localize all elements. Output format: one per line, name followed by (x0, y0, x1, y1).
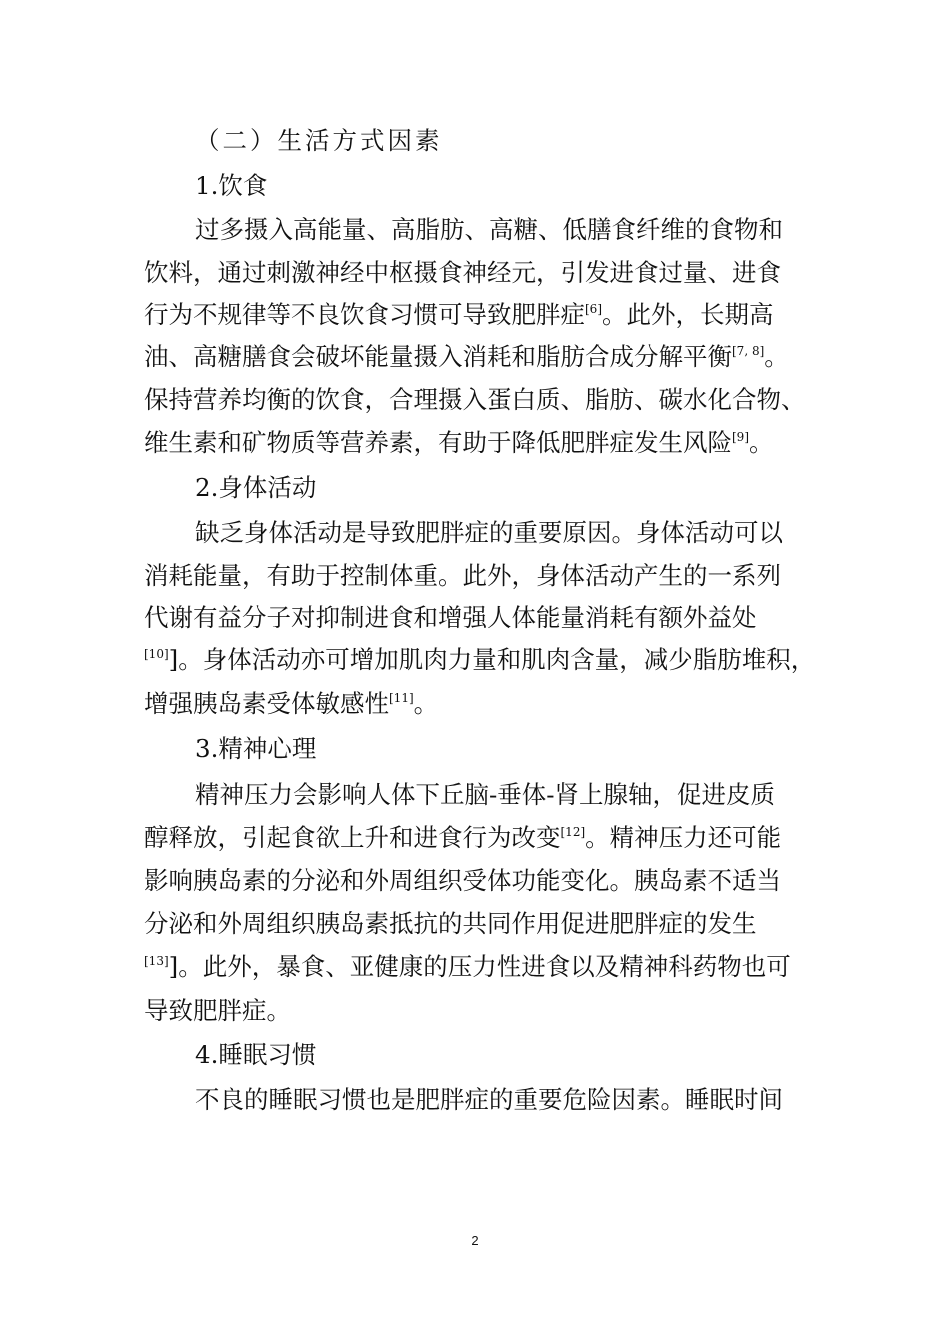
paragraph-line: 精神压力会影响人体下丘脑-垂体-肾上腺轴，促进皮质 (195, 780, 776, 809)
paragraph-line: 醇释放，引起食欲上升和进食行为改变[12]。精神压力还可能 (144, 823, 782, 852)
subsection-heading-diet: 1.饮食 (195, 171, 268, 200)
paragraph-line: 影响胰岛素的分泌和外周组织受体功能变化。胰岛素不适当 (144, 866, 781, 895)
subsection-heading-sleep: 4.睡眠习惯 (195, 1040, 317, 1069)
paragraph-line: 分泌和外周组织胰岛素抵抗的共同作用促进肥胖症的发生 (144, 909, 757, 938)
paragraph-line: 代谢有益分子对抑制进食和增强人体能量消耗有额外益处 (144, 603, 757, 632)
paragraph-line: 不良的睡眠习惯也是肥胖症的重要危险因素。睡眠时间 (195, 1085, 783, 1114)
citation: [11] (389, 691, 414, 705)
paragraph-line: 消耗能量，有助于控制体重。此外，身体活动产生的一系列 (144, 561, 781, 590)
paragraph-line: 维生素和矿物质等营养素，有助于降低肥胖症发生风险[9]。 (144, 428, 774, 457)
paragraph-line: 过多摄入高能量、高脂肪、高糖、低膳食纤维的食物和 (195, 215, 783, 244)
paragraph-line: 保持营养均衡的饮食，合理摄入蛋白质、脂肪、碳水化合物、 (144, 385, 806, 414)
citation: [9] (732, 430, 749, 444)
citation: [13] (144, 954, 169, 968)
paragraph-line: [10]]。身体活动亦可增加肌肉力量和肌肉含量，减少脂肪堆积， (144, 645, 816, 674)
paragraph-line: 饮料，通过刺激神经中枢摄食神经元，引发进食过量、进食 (144, 258, 781, 287)
paragraph-line: 缺乏身体活动是导致肥胖症的重要原因。身体活动可以 (195, 518, 783, 547)
subsection-heading-physical-activity: 2.身体活动 (195, 473, 317, 502)
page-number: 2 (471, 1233, 479, 1248)
subsection-heading-mental: 3.精神心理 (195, 734, 317, 763)
citation: [6] (585, 302, 602, 316)
paragraph-line: 导致肥胖症。 (144, 996, 291, 1025)
citation: [12] (560, 825, 586, 839)
paragraph-line: 油、高糖膳食会破坏能量摄入消耗和脂肪合成分解平衡[7, 8]。 (144, 342, 789, 371)
section-heading: （二）生活方式因素 (195, 126, 443, 155)
paragraph-line: 行为不规律等不良饮食习惯可导致肥胖症[6]。此外，长期高 (144, 300, 774, 329)
paragraph-line: 增强胰岛素受体敏感性[11]。 (144, 689, 439, 718)
citation: [10] (144, 647, 169, 661)
paragraph-line: [13]]。此外，暴食、亚健康的压力性进食以及精神科药物也可 (144, 952, 791, 981)
citation: [7, 8] (732, 344, 765, 358)
